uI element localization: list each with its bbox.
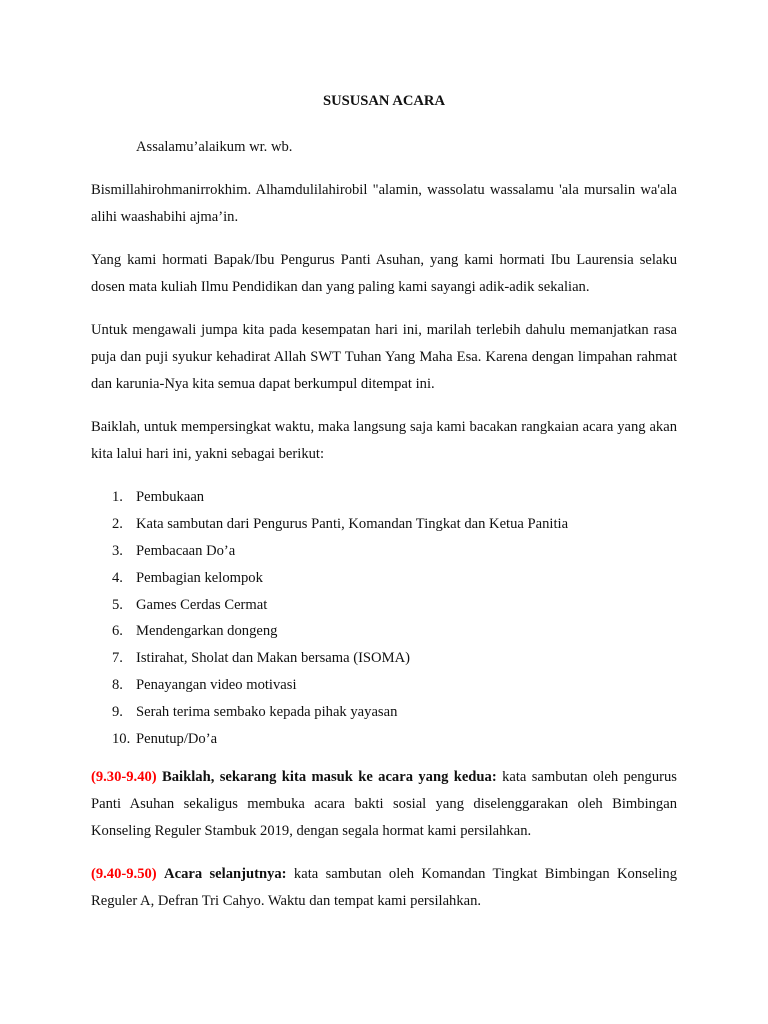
agenda-item xyxy=(91,726,677,753)
agenda-item xyxy=(91,699,677,726)
agenda-item-text: Penutup/Do’a xyxy=(136,730,218,747)
agenda-item-text: Serah terima sembako kepada pihak yayasan xyxy=(136,703,398,720)
session-lead: Baiklah, sekarang kita masuk ke acara yang kedua: xyxy=(162,769,497,786)
agenda-item xyxy=(91,592,677,619)
agenda-item-text: Games Cerdas Cermat xyxy=(136,596,268,613)
document-title: SUSUSAN ACARA xyxy=(322,93,446,109)
agenda-list xyxy=(91,484,677,752)
agenda-item-number: 2. xyxy=(112,516,123,533)
agenda-item-number: 3. xyxy=(112,542,123,559)
agenda-item-number: 1. xyxy=(112,489,123,506)
agenda-item-text: Istirahat, Sholat dan Makan bersama (ISOMA) xyxy=(136,650,410,667)
agenda-item xyxy=(91,565,677,592)
agenda-item-text: Mendengarkan dongeng xyxy=(136,623,278,640)
agenda-item-number: 5. xyxy=(112,596,123,613)
agenda-item-number: 7. xyxy=(112,650,123,667)
session-text: kata sambutan oleh pengurus Panti Asuhan sekaligus membuka acara bakti sosial yang diselenggarakan oleh Bimbingan Konseling Reguler Stambuk 2019, dengan segala hormat kami persilahkan. xyxy=(91,769,677,839)
greeting: Assalamu’alaikum wr. wb. xyxy=(136,139,293,155)
session-text: kata sambutan oleh Komandan Tingkat Bimbingan Konseling Reguler A, Defran Tri Cahyo. Waktu dan tempat kami persilahkan. xyxy=(91,866,677,909)
paragraph-opening: Bismillahirohmanirrokhim. Alhamdulilahirobil "alamin, wassolatu wassalamu 'ala mursalin wa'ala alihi waashabihi ajma’in. xyxy=(91,182,677,225)
agenda-item-text: Pembacaan Do’a xyxy=(136,542,236,559)
agenda-item xyxy=(91,672,677,699)
agenda-item-number: 9. xyxy=(112,703,123,720)
agenda-item-number: 8. xyxy=(112,676,123,693)
agenda-item-text: Pembagian kelompok xyxy=(136,569,263,586)
agenda-item-text: Kata sambutan dari Pengurus Panti, Komandan Tingkat dan Ketua Panitia xyxy=(136,516,569,533)
paragraph-gratitude: Untuk mengawali jumpa kita pada kesempatan hari ini, marilah terlebih dahulu memanjatkan rasa puja dan puji syukur kehadirat Allah SWT Tuhan Yang Maha Esa. Karena dengan limpahan rahmat dan karunia-Nya kita semua dapat berkumpul ditempat ini. xyxy=(91,322,677,392)
paragraph-respects: Yang kami hormati Bapak/Ibu Pengurus Panti Asuhan, yang kami hormati Ibu Laurensia selaku dosen mata kuliah Ilmu Pendidikan dan yang paling kami sayangi adik-adik sekalian. xyxy=(91,252,677,295)
session-paragraph xyxy=(91,861,677,914)
session-time: (9.30-9.40) xyxy=(91,769,157,786)
agenda-item-text: Penayangan video motivasi xyxy=(136,676,297,693)
agenda-item-number: 6. xyxy=(112,623,123,640)
session-time: (9.40-9.50) xyxy=(91,866,157,883)
agenda-item-number: 10. xyxy=(112,730,131,747)
paragraph-agenda-intro: Baiklah, untuk mempersingkat waktu, maka langsung saja kami bacakan rangkaian acara yang akan kita lalui hari ini, yakni sebagai berikut: xyxy=(91,419,677,462)
session-paragraph xyxy=(91,764,677,844)
agenda-item-number: 4. xyxy=(112,569,123,586)
agenda-item xyxy=(91,484,677,511)
session-lead: Acara selanjutnya: xyxy=(164,866,287,883)
agenda-item xyxy=(91,618,677,645)
agenda-item xyxy=(91,511,677,538)
document-body xyxy=(91,88,677,931)
agenda-item xyxy=(91,645,677,672)
agenda-item-text: Pembukaan xyxy=(136,489,205,506)
agenda-item xyxy=(91,538,677,565)
